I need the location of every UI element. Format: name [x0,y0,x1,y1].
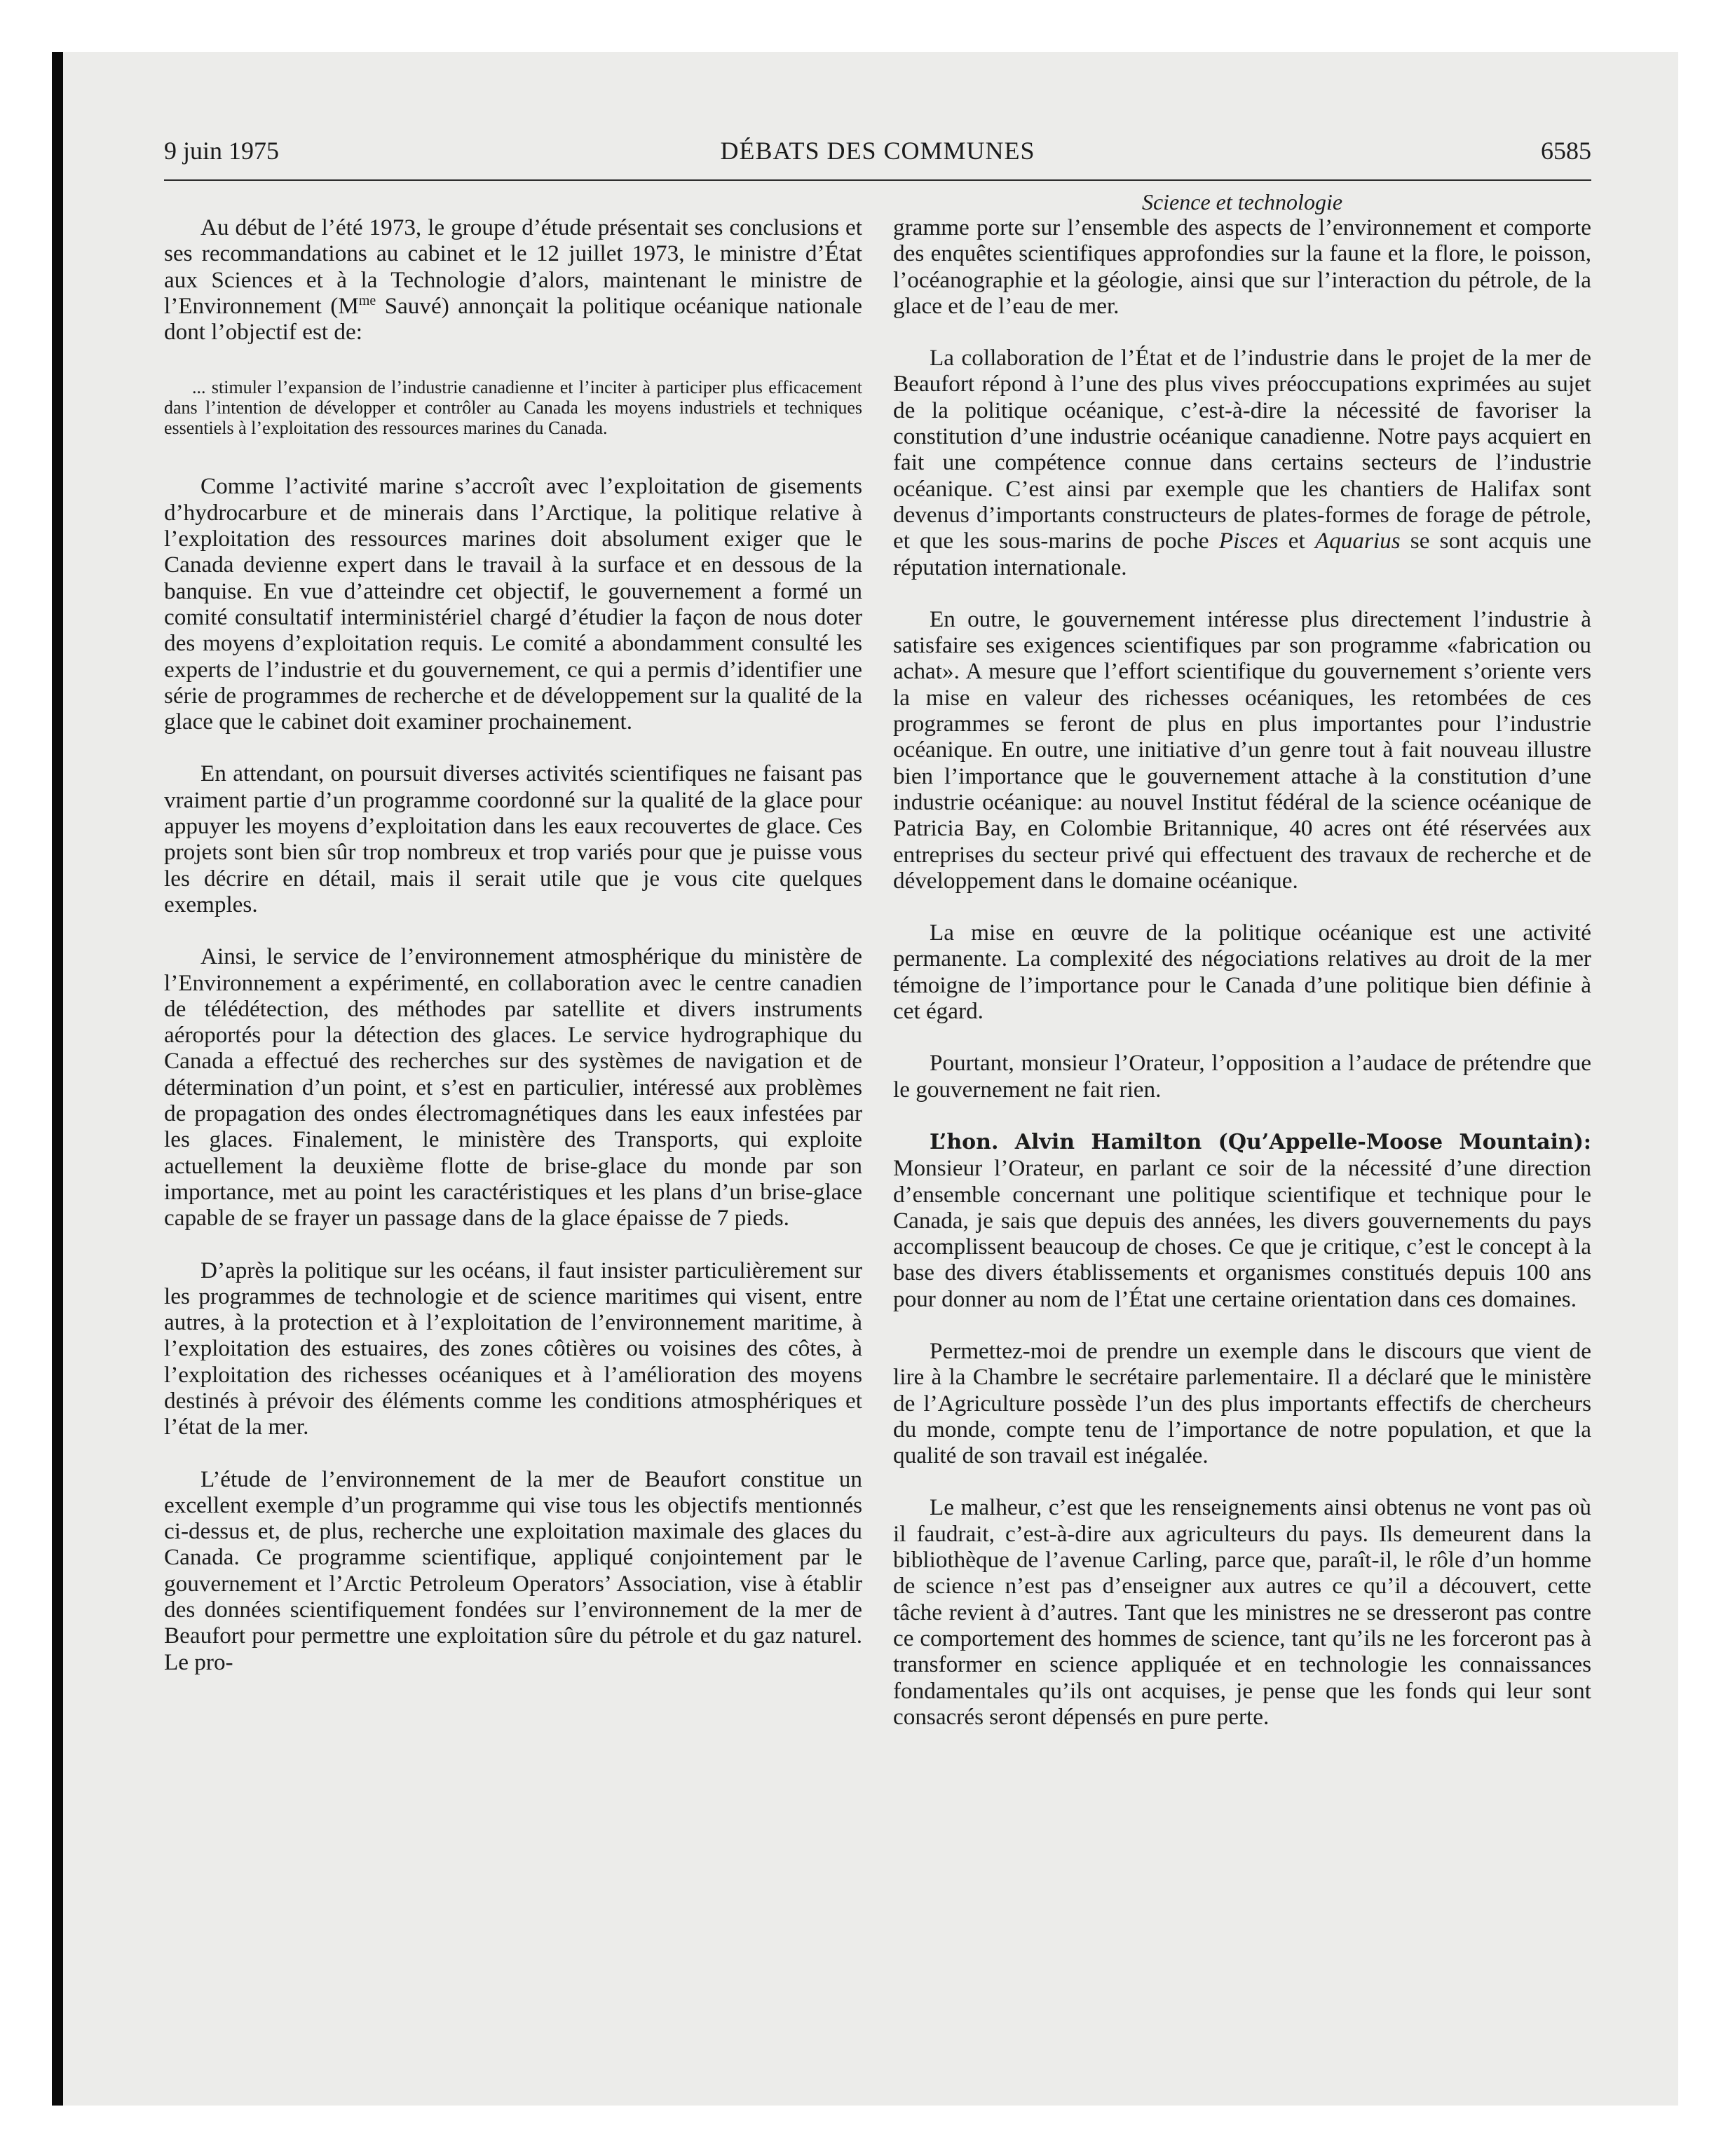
block-quote: ... stimuler l’expansion de l’industrie canadienne et l’inciter à participer plus efficacement dans l’intention de développer et contrôler au Canada les moyens industriels et techniques essentiels à l’exploitation des ressources marines du Canada. [164,377,862,439]
speaker-name: L’hon. Alvin Hamilton (Qu’Appelle-Moose Mountain): [930,1129,1591,1154]
paragraph-continued: gramme porte sur l’ensemble des aspects de l’environnement et comporte des enquêtes scientifiques approfondies sur la faune et la flore, le poisson, l’océanographie et la géologie, ainsi que sur l’interaction du pétrole, de la glace et de l’eau de mer. [893,214,1591,319]
paragraph: La collaboration de l’État et de l’industrie dans le projet de la mer de Beaufort répond à l’une des plus vives préoccupations exprimées au sujet de la politique océanique, c’est-à-dire la nécessité de favoriser la constitution d’une industrie océanique canadienne. Notre pays acquiert en fait une compétence connue dans certains secteurs de l’industrie océanique. C’est ainsi par exemple que les chantiers de Halifax sont devenus d’importants constructeurs de plates-formes de forage de pétrole, et que les sous-marins de poche Pisces et Aquarius se sont acquis une réputation internationale. [893,345,1592,580]
header-journal-title: DÉBATS DES COMMUNES [720,137,1035,165]
paragraph: L’hon. Alvin Hamilton (Qu’Appelle-Moose Mountain): Monsieur l’Orateur, en parlant ce soir de la nécessité d’une direction d’ensemble concernant une politique scientifique et technique pour le Canada, je sais que depuis des années, les divers gouvernements du pays accomplissent beaucoup de choses. Ce que je critique, c’est le concept à la base des divers établissements et organismes constitués depuis 100 ans pour donner au nom de l’État une certaine orientation dans ces domaines. [893,1129,1591,1312]
paragraph: L’étude de l’environnement de la mer de Beaufort constitue un excellent exemple d’un programme qui vise tous les objectifs mentionnés ci-dessus et, de plus, recherche une exploitation maximale des glaces du Canada. Ce programme scientifique, appliqué conjointement par le gouvernement et l’Arctic Petroleum Operators’ Association, vise à établir des données scientifiquement fondées sur l’environnement de la mer de Beaufort pour permettre une exploitation sûre du pétrole et du gaz naturel. Le pro- [164,1466,862,1675]
paragraph: En attendant, on poursuit diverses activités scientifiques ne faisant pas vraiment partie d’un programme coordonné sur la qualité de la glace pour appuyer les moyens d’exploitation dans les eaux recouvertes de glace. Ces projets sont bien sûr trop nombreux et trop variés pour que je puisse vous les décrire en détail, mais il serait utile que je vous cite quelques exemples. [164,760,862,917]
header-page-number: 6585 [1541,137,1591,165]
paragraph: Ainsi, le service de l’environnement atmosphérique du ministère de l’Environnement a expérimenté, en collaboration avec le centre canadien de télédétection, des méthodes par satellite et divers instruments aéroportés pour la détection des glaces. Le service hydrographique du Canada a effectué des recherches sur des systèmes de navigation et de détermination d’un point, et s’est en particulier, intéressé aux problèmes de propagation des ondes électromagnétiques dans les eaux infestées par les glaces. Finalement, le ministère des Transports, qui exploite actuellement la deuxième flotte de brise-glace du monde par son importance, met au point les caractéristiques et les plans d’un brise-glace capable de se frayer un passage dans de la glace épaisse de 7 pieds. [164,943,862,1231]
paragraph: Comme l’activité marine s’accroît avec l’exploitation de gisements d’hydrocarbure et de minerais dans l’Arctique, la politique relative à l’exploitation des ressources marines doit absolument exiger que le Canada devienne expert dans le travail à la surface et en dessous de la banquise. En vue d’atteindre cet objectif, le gouvernement a formé un comité consultatif interministériel chargé d’étudier la façon de nous doter des moyens d’exploitation requis. Le comité a abondamment consulté les experts de l’industrie et du gouvernement, ce qui a permis d’identifier une série de programmes de recherche et de développement sur la qualité de la glace que le cabinet doit examiner prochainement. [164,473,862,735]
section-title: Science et technologie [1141,189,1343,214]
right-column [893,214,1591,1756]
paragraph: Le malheur, c’est que les renseignements ainsi obtenus ne vont pas où il faudrait, c’est-à-dire aux agriculteurs du pays. Ils demeurent dans la bibliothèque de l’avenue Carling, parce que, paraît-il, le rôle d’un homme de science n’est pas d’enseigner aux autres ce qu’il a découvert, cette tâche revient à d’autres. Tant que les ministres ne se dresseront pas contre ce comportement des hommes de science, tant qu’ils ne les forceront pas à transformer en science appliquée et en technologie les connaissances fondamentales qu’ils ont acquises, je pense que les fonds qui leur sont consacrés seront dépensés en pure perte. [893,1494,1591,1730]
paragraph: D’après la politique sur les océans, il faut insister particulièrement sur les programmes de technologie et de science maritimes qui visent, entre autres, à la protection et à l’exploitation de l’environnement maritime, à l’exploitation des estuaires, des zones côtières ou voisines des côtes, à l’exploitation des richesses océaniques et à l’amélioration des moyens destinés à prévoir des éléments comme les conditions atmosphériques et l’état de la mer. [164,1257,862,1440]
paragraph: En outre, le gouvernement intéresse plus directement l’industrie à satisfaire ses exigences scientifiques par son programme «fabrication ou achat». A mesure que l’effort scientifique du gouvernement s’oriente vers la mise en valeur des richesses océaniques, les retombées de ces programmes se feront de plus en plus importantes pour l’industrie océanique. En outre, une initiative d’un genre tout à fait nouveau illustre bien l’importance que le gouvernement attache à la constitution d’une industrie océanique: au nouvel Institut fédéral de la science océanique de Patricia Bay, en Colombie Britannique, 40 acres ont été réservées aux entreprises du secteur privé qui effectuent des travaux de recherche et de développement dans le domaine océanique. [893,606,1591,894]
paragraph: La mise en œuvre de la politique océanique est une activité permanente. La complexité des négociations relatives au droit de la mer témoigne de l’importance pour le Canada d’une politique bien définie à cet égard. [893,920,1591,1025]
paragraph: Permettez-moi de prendre un exemple dans le discours que vient de lire à la Chambre le secrétaire parlementaire. Il a déclaré que le ministère de l’Agriculture possède l’un des plus importants effectifs de chercheurs du monde, compte tenu de l’importance de notre population, et que la qualité de son travail est inégalée. [893,1337,1591,1469]
paragraph: Au début de l’été 1973, le groupe d’étude présentait ses conclusions et ses recommandations au cabinet et le 12 juillet 1973, le ministre d’État aux Sciences et à la Technologie d’alors, maintenant le ministre de l’Environnement ($M^{me}$ Sauvé) annonçait la politique océanique nationale dont l’objectif est de: [164,214,862,346]
header-date: 9 juin 1975 [164,137,280,165]
page-header [164,136,1591,181]
left-column [164,214,862,1701]
paragraph: Pourtant, monsieur l’Orateur, l’opposition a l’audace de prétendre que le gouvernement ne fait rien. [893,1050,1591,1103]
scanned-page [52,52,1678,2106]
